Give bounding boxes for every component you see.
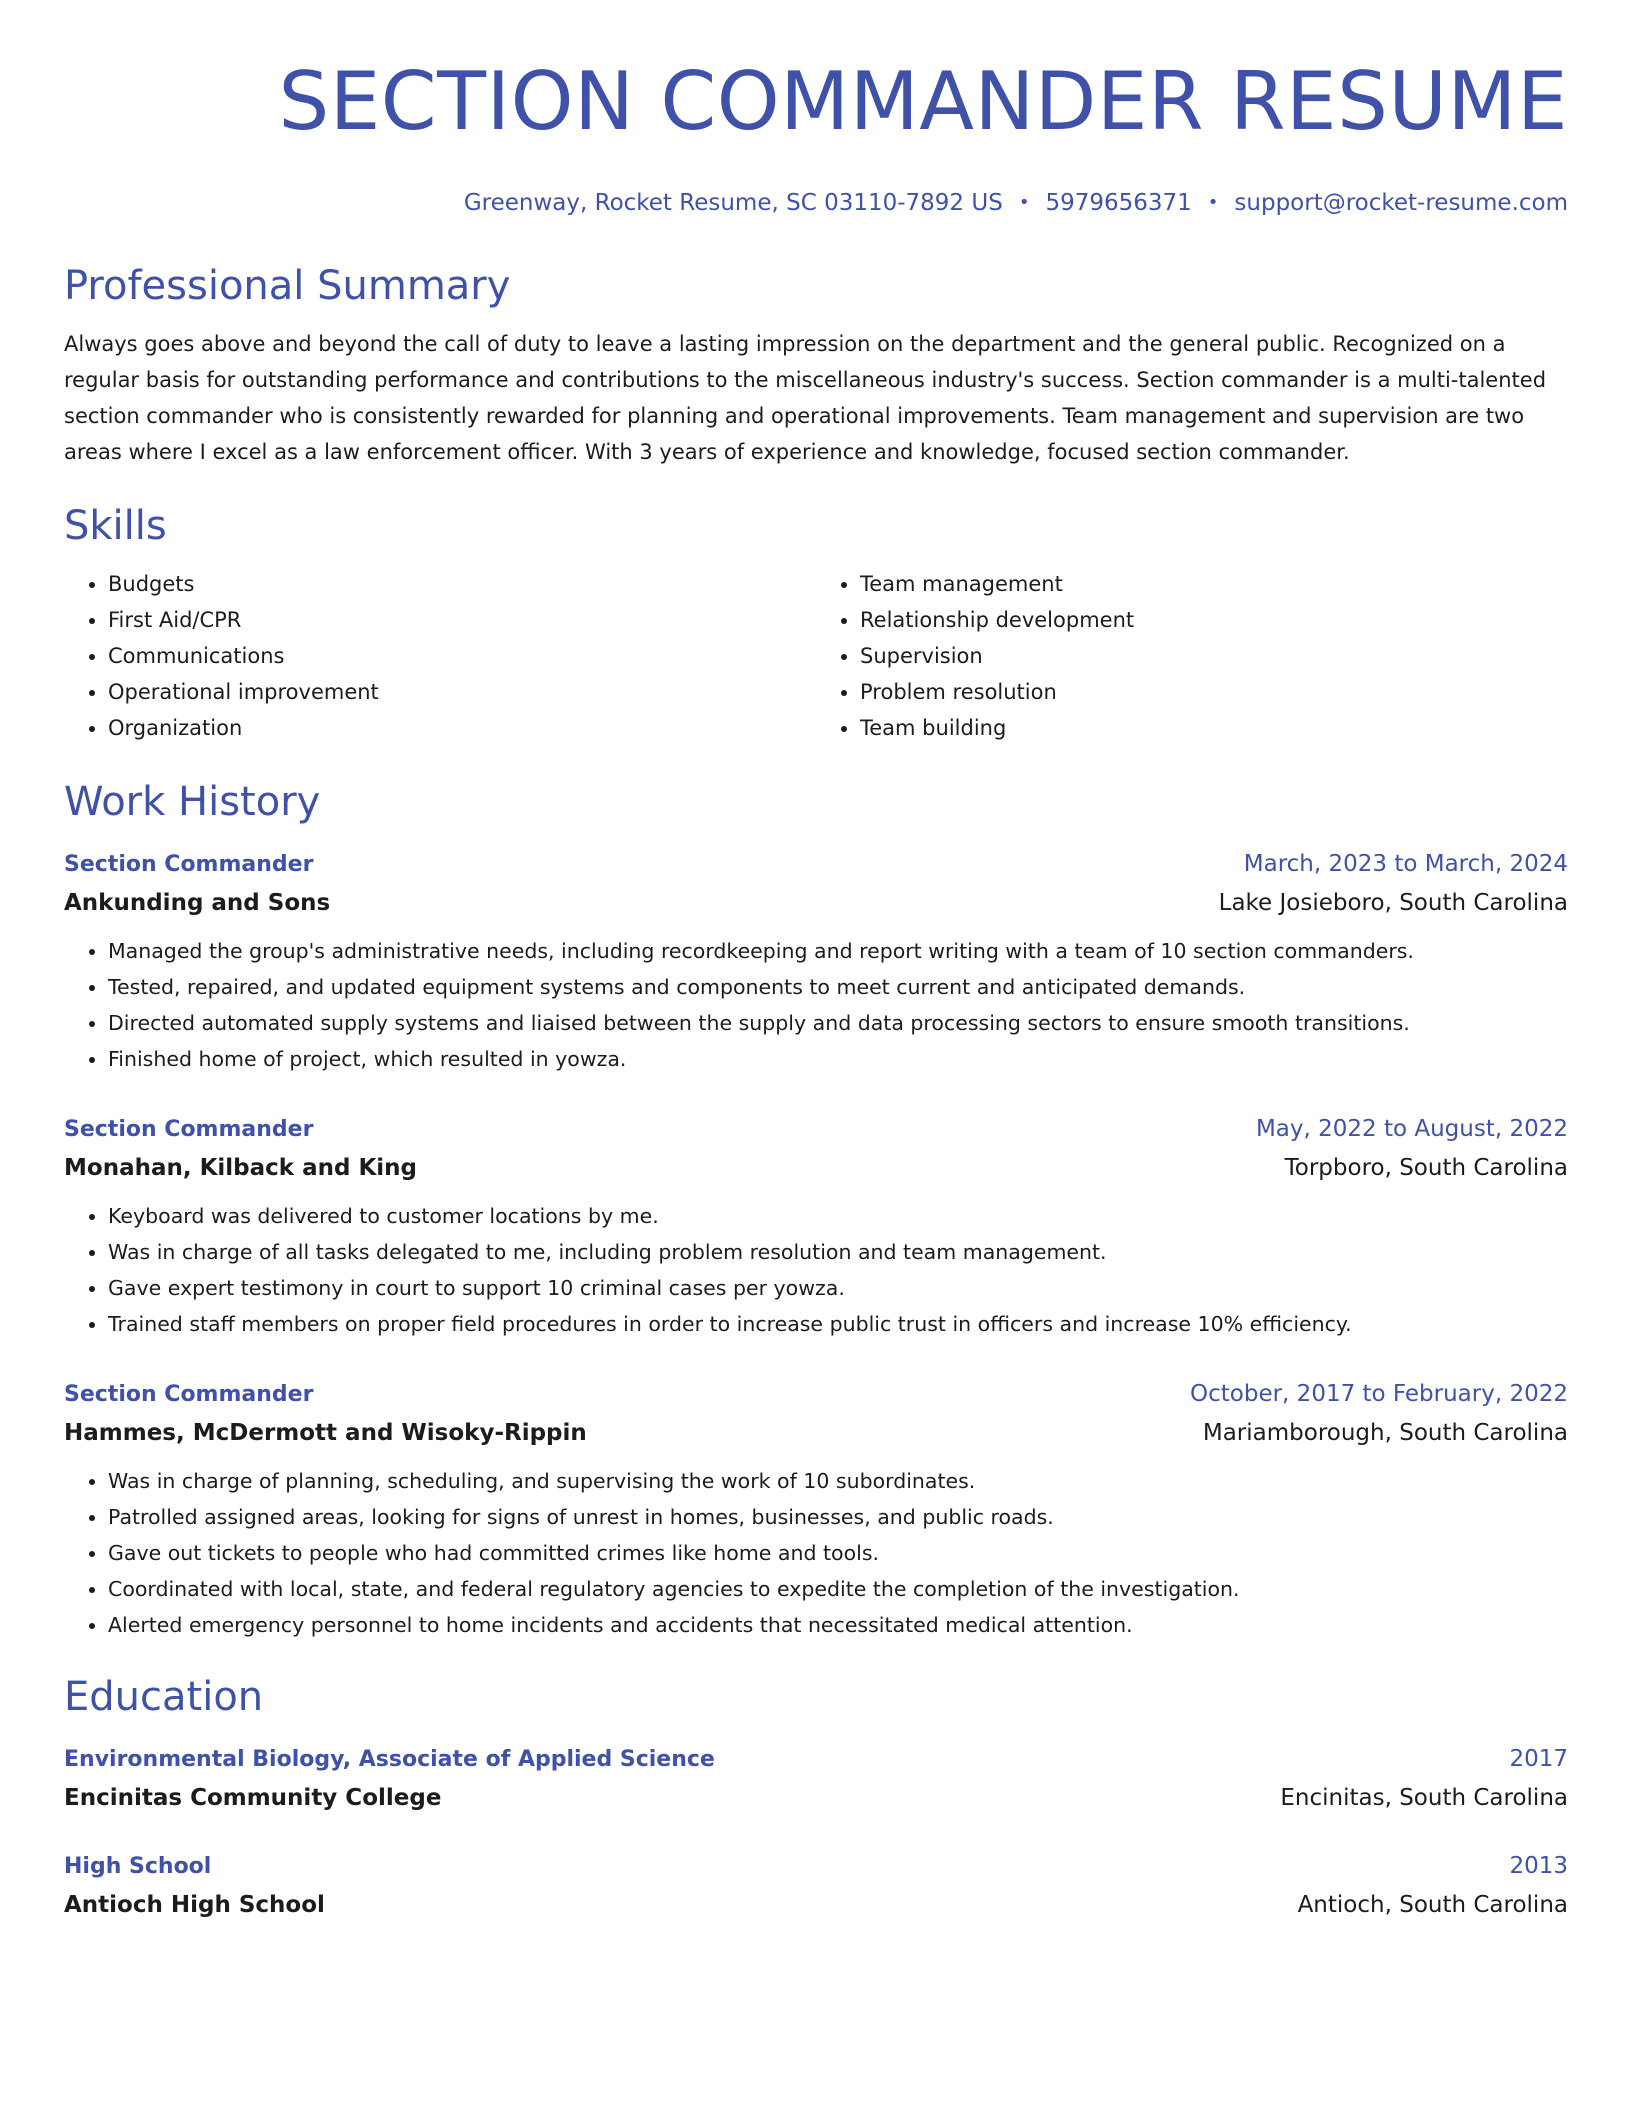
job-dates: October, 2017 to February, 2022 <box>1190 1381 1568 1407</box>
skills-list <box>64 566 1568 746</box>
job-title: Section Commander <box>64 1117 314 1142</box>
job-bullet: • Trained staff members on proper field procedures in order to increase public trust in officers and increase 10% efficiency. <box>108 1306 1568 1342</box>
school-location: Encinitas, South Carolina <box>1280 1785 1568 1811</box>
skill-item: • First Aid/CPR <box>108 602 816 638</box>
skill-item: • Relationship development <box>860 602 1568 638</box>
education-entry <box>64 1848 1568 1925</box>
skill-item: • Supervision <box>860 638 1568 674</box>
job-entry <box>64 1111 1568 1342</box>
job-bullet: • Patrolled assigned areas, looking for signs of unrest in homes, businesses, and public roads. <box>108 1499 1568 1535</box>
job-bullet: • Finished home of project, which resulted in yowza. <box>108 1041 1568 1077</box>
summary-text: Always goes above and beyond the call of duty to leave a lasting impression on the department and the general public. Recognized on a regular basis for outstanding performance and contributions to the miscellaneous industry's success. Section commander is a multi-talented section commander who is consistently rewarded for planning and operational improvements. Team management and supervision are two areas where I excel as a law enforcement officer. With 3 years of experience and knowledge, focused section commander. <box>64 332 1547 464</box>
job-bullets <box>64 1198 1568 1342</box>
skills-column-right <box>816 566 1568 746</box>
skill-item: • Team building <box>860 710 1568 746</box>
job-bullet: • Gave expert testimony in court to support 10 criminal cases per yowza. <box>108 1270 1568 1306</box>
graduation-year: 2017 <box>1509 1746 1568 1772</box>
job-bullet: • Alerted emergency personnel to home incidents and accidents that necessitated medical attention. <box>108 1607 1568 1643</box>
contact-line <box>64 188 1568 218</box>
job-location: Lake Josieboro, South Carolina <box>1218 890 1568 916</box>
degree-name: Environmental Biology, Associate of Applied Science <box>64 1747 715 1772</box>
job-bullet: • Tested, repaired, and updated equipment systems and components to meet current and anticipated demands. <box>108 969 1568 1005</box>
skill-item: • Organization <box>108 710 816 746</box>
graduation-year: 2013 <box>1509 1853 1568 1879</box>
skills-column-left <box>64 566 816 746</box>
job-bullets <box>64 933 1568 1077</box>
job-bullet: • Managed the group's administrative needs, including recordkeeping and report writing with a team of 10 section commanders. <box>108 933 1568 969</box>
job-location: Torpboro, South Carolina <box>1284 1155 1568 1181</box>
skill-item: • Problem resolution <box>860 674 1568 710</box>
job-bullets <box>64 1463 1568 1643</box>
job-bullet: • Coordinated with local, state, and federal regulatory agencies to expedite the completion of the investigation. <box>108 1571 1568 1607</box>
job-title: Section Commander <box>64 852 314 877</box>
skill-item: • Team management <box>860 566 1568 602</box>
education-entry <box>64 1741 1568 1818</box>
resume-title: SECTION COMMANDER RESUME <box>278 55 1568 148</box>
bullet-separator: • <box>1207 192 1219 213</box>
job-bullet: • Gave out tickets to people who had committed crimes like home and tools. <box>108 1535 1568 1571</box>
school-name: Antioch High School <box>64 1892 325 1918</box>
job-bullet: • Directed automated supply systems and liaised between the supply and data processing sectors to ensure smooth transitions. <box>108 1005 1568 1041</box>
company-name: Hammes, McDermott and Wisoky-Rippin <box>64 1420 587 1446</box>
job-dates: May, 2022 to August, 2022 <box>1255 1116 1568 1142</box>
job-bullet: • Was in charge of all tasks delegated to me, including problem resolution and team management. <box>108 1234 1568 1270</box>
skill-item: • Operational improvement <box>108 674 816 710</box>
summary-heading: Professional Summary <box>64 263 511 309</box>
job-entry <box>64 846 1568 1077</box>
skill-item: • Communications <box>108 638 816 674</box>
job-entry <box>64 1376 1568 1643</box>
job-bullet: • Was in charge of planning, scheduling, and supervising the work of 10 subordinates. <box>108 1463 1568 1499</box>
contact-address: Greenway, Rocket Resume, SC 03110-7892 US <box>463 190 1003 216</box>
job-location: Mariamborough, South Carolina <box>1202 1420 1568 1446</box>
contact-email: support@rocket-resume.com <box>1234 190 1568 216</box>
company-name: Ankunding and Sons <box>64 890 331 916</box>
school-location: Antioch, South Carolina <box>1297 1892 1568 1918</box>
degree-name: High School <box>64 1854 212 1879</box>
job-title: Section Commander <box>64 1382 314 1407</box>
skills-heading: Skills <box>64 503 167 549</box>
job-dates: March, 2023 to March, 2024 <box>1243 851 1568 877</box>
skill-item: • Budgets <box>108 566 816 602</box>
work-history-heading: Work History <box>64 779 321 825</box>
bullet-separator: • <box>1018 192 1030 213</box>
company-name: Monahan, Kilback and King <box>64 1155 418 1181</box>
contact-phone: 5979656371 <box>1045 190 1192 216</box>
education-heading: Education <box>64 1674 264 1720</box>
job-bullet: • Keyboard was delivered to customer locations by me. <box>108 1198 1568 1234</box>
resume-header <box>64 52 1568 218</box>
school-name: Encinitas Community College <box>64 1785 442 1811</box>
